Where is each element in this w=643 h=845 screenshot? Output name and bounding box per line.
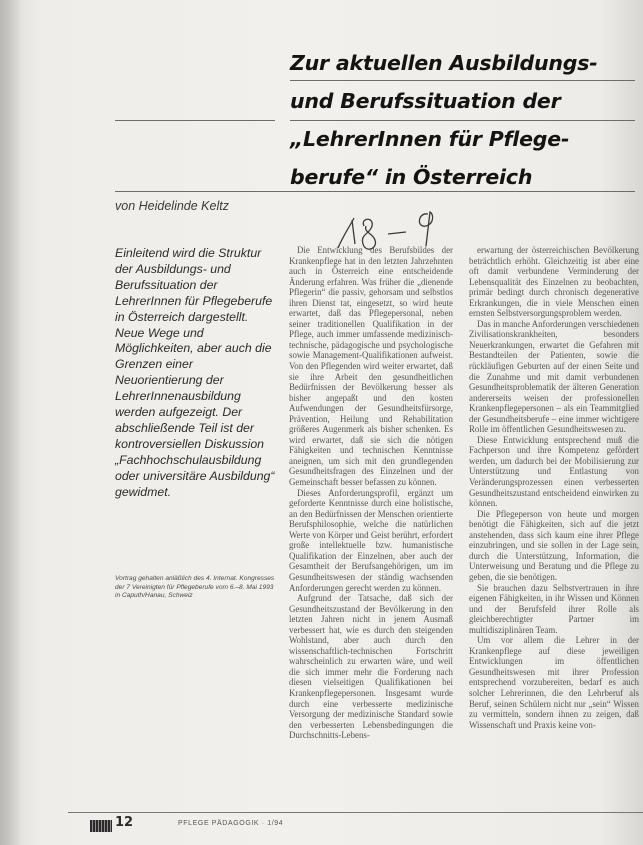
body-paragraph: Das in manche Anforderungen verschiedenen Zivilisationskrankheiten, besonders Neuerkrankungen, erwartet die Gefahren mit Bestandteilen der Patienten, sowie die rückläufigen Geburten auf der einen Seite und die Zunahme und mit damit verbundenen Gesundheitsproblematik der älteren Generation andererseits weisen der professionellen Krankenpflegepersonen – als ein Teammitglied der Gesundheitsberufe – eine immer wichtigere Rolle im öffentlichen Gesundheitswesen zu. [469, 318, 639, 435]
author-byline: von Heidelinde Keltz [115, 199, 229, 213]
body-column-1 [289, 245, 453, 780]
journal-name: PFLEGE PÄDAGOGIK · 1/94 [178, 820, 284, 827]
body-paragraph: Aufgrund der Tatsache, daß sich der Gesundheitszustand der Bevölkerung in den letzten Jahren nicht in jenem Ausmaß verbessert hat, wie es durch den steigenden Wohlstand, aber auch durch den wissenschaftlich-technischen Fortschritt wahrscheinlich zu erwarten wäre, und weil die sich immer mehr die Forderung nach diesen vielseitigen Qualifikationen bei Krankenpflegepersonen. Insgesamt wurde durch eine verbesserte medizinische Versorgung der medizinische Standard sowie den verbesserten Lebensbedingungen die Durchschnitts-Lebens- [289, 593, 453, 741]
binding-shadow [0, 0, 22, 845]
title-line: Zur aktuellen Ausbildungs- [290, 51, 598, 75]
title-line: und Berufssituation der [290, 89, 561, 113]
body-column-2 [469, 245, 639, 780]
body-paragraph: erwartung der österreichischen Bevölkerung beträchtlich erhöht. Gleichzeitig ist aber eine oft damit verbundene Verminderung der Lebensqualität des Einzelnen zu beobachten, primär bedingt durch chronisch degenerative Erkrankungen, die in viele Menschen einen ernsten Selbstversorgungsproblem werden. [469, 245, 639, 319]
body-paragraph: Die Pflegeperson von heute und morgen benötigt die Fähigkeiten, sich auf die jetzt anstehenden, dass sich kaum eine ihrer Pflege einzubringen, und sie sollen in der Lage sein, durch die Unterstützung, Information, die Unterweisung und Beratung und die Pflege zu geben, die sie benötigen. [469, 508, 639, 582]
article-title [290, 44, 635, 196]
page-number: 12 [115, 815, 134, 830]
title-rule-left [115, 120, 275, 121]
title-line: berufe“ in Österreich [290, 165, 533, 189]
lead-paragraph: Einleitend wird die Struktur der Ausbildungs- und Berufssituation der LehrerInnen für Pflegeberufe in Österreich dargestellt. Neue Wege und Möglichkeiten, aber auch die Grenzen einer Neuorientierung der LehrerInnenausbildung werden aufgezeigt. Der abschließende Teil ist der kontroversiellen Diskussion „Fachhochschulausbildung oder universitäre Ausbildung“ gewidmet. [115, 246, 275, 499]
title-line: „LehrerInnen für Pflege- [290, 127, 570, 151]
footer-rule [68, 812, 643, 813]
body-paragraph: Diese Entwicklung entsprechend muß die Fachperson und ihre Kompetenz gefördert werden, um dadurch bei der Mobilisierung zur Unterstützung und Entlastung von Veränderungsprozessen einen verbesserten Gesundheitszustand entscheidend einwirken zu können. [469, 434, 639, 509]
body-paragraph: Um vor allem die Lehrer in der Krankenpflege auf diese jeweiligen Entwicklungen im öffentlichen Gesundheitswesen mit ihrer Profession entsprechend vorzubereiten, bedarf es auch solcher Lehrerinnen, die den Lehrberuf als Beruf, seinen Schülern nicht nur „sein“ Wissen zu vermitteln, sondern ihnen zu zeigen, daß Wissenschaft und Praxis keine von- [469, 635, 639, 730]
body-paragraph: Sie brauchen dazu Selbstvertrauen in ihre eigenen Fähigkeiten, in ihr Wissen und Können und der Berufsfeld ihrer Rolle als gleichberechtigter Partner im multidisziplinären Team. [469, 582, 639, 635]
lecture-footnote: Vortrag gehalten anläßlich des 4. Internat. Kongresses der 7 Vereinigten für Pflegeberufe vom 6.–8. Mai 1993 in Caputh/Hanau, Schweiz [115, 575, 275, 600]
body-paragraph: Dieses Anforderungsprofil, ergänzt um geforderte Kenntnisse durch eine holistische, an den Bedürfnissen der Menschen orientierte Berufsphilosophie, welche die natürlichen Werte von Körper und Geist berührt, erfordert große intellektuelle bzw. humanistische Qualifikation der Einzelnen, aber auch der Gesamtheit der Berufsangehörigen, um im Gesundheitswesen der ständig wachsenden Anforderungen gerecht werden zu können. [289, 487, 453, 593]
body-paragraph: Die Entwicklung des Berufsbildes der Krankenpflege hat in den letzten Jahrzehnten auch in Österreich eine entscheidende Änderung erfahren. Was früher die „dienende Pflegerin“ die passiv, gehorsam und selbstlos ihren Dienst tat, eingesetzt, so wird heute erwartet, daß das Pflegepersonal, neben seiner traditionellen Qualifikation in der Pflege, auch immer umfassende medizinisch-technische, pädagogische und psychologische sowie Management-Qualifikationen aufweist. Von den Pflegenden wird weiter erwartet, daß sie ihre Arbeit den gesundheitlichen Bedürfnissen der Bevölkerung besser als bisher angepaßt und den kosten Aufwendungen der Gesundheitsfürsorge, Prävention, Heilung und Rehabilitation größeres Augenmerk als bisher schenken. Es wird erwartet, daß sie sich die nötigen Fähigkeiten und technischen Kenntnisse aneignen, um sich mit den grundlegenden Gesundheitsfragen des Einzelnen und der Gemeinschaft besser befassen zu können. [289, 245, 453, 488]
footer-mark [90, 820, 112, 832]
